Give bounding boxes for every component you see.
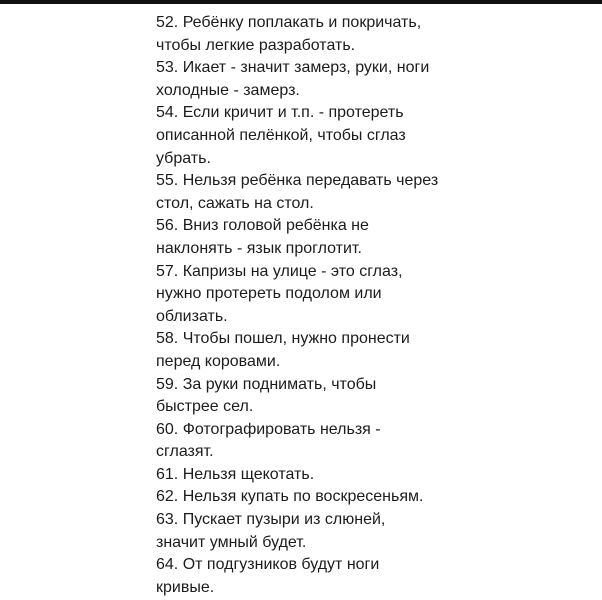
text-line: 55. Нельзя ребёнка передавать через (156, 172, 439, 190)
text-line: 62. Нельзя купать по воскресеньям. (156, 488, 424, 506)
text-line: 58. Чтобы пошел, нужно пронести (156, 330, 410, 348)
text-line: 57. Капризы на улице - это сглаз, (156, 262, 403, 280)
superstitions-list (156, 12, 456, 599)
text-line: 59. За руки поднимать, чтобы (156, 375, 377, 393)
text-line: кривые. (156, 578, 215, 596)
text-line: 64. От подгузников будут ноги (156, 556, 380, 574)
text-line: убрать. (156, 149, 211, 167)
text-line: быстрее сел. (156, 398, 254, 416)
text-line: 61. Нельзя щекотать. (156, 465, 315, 483)
text-line: 54. Если кричит и т.п. - протереть (156, 104, 404, 122)
text-line: облизать. (156, 307, 228, 325)
text-line: наклонять - язык проглотит. (156, 239, 362, 257)
text-line: 63. Пускает пузыри из слюней, (156, 511, 386, 529)
text-line: стол, сажать на стол. (156, 194, 314, 212)
text-line: чтобы легкие разработать. (156, 36, 356, 54)
text-line: холодные - замерз. (156, 81, 300, 99)
text-line: 56. Вниз головой ребёнка не (156, 217, 369, 235)
text-line: 52. Ребёнку поплакать и покричать, (156, 14, 422, 31)
text-line: 60. Фотографировать нельзя - (156, 420, 381, 438)
text-line: перед коровами. (156, 352, 281, 370)
text-line: 53. Икает - значит замерз, руки, ноги (156, 59, 430, 77)
text-line: нужно протереть подолом или (156, 285, 382, 303)
text-line: сглазят. (156, 443, 214, 461)
text-line: значит умный будет. (156, 533, 307, 551)
text-line: описанной пелёнкой, чтобы сглаз (156, 126, 406, 144)
top-edge-bar (0, 0, 602, 4)
